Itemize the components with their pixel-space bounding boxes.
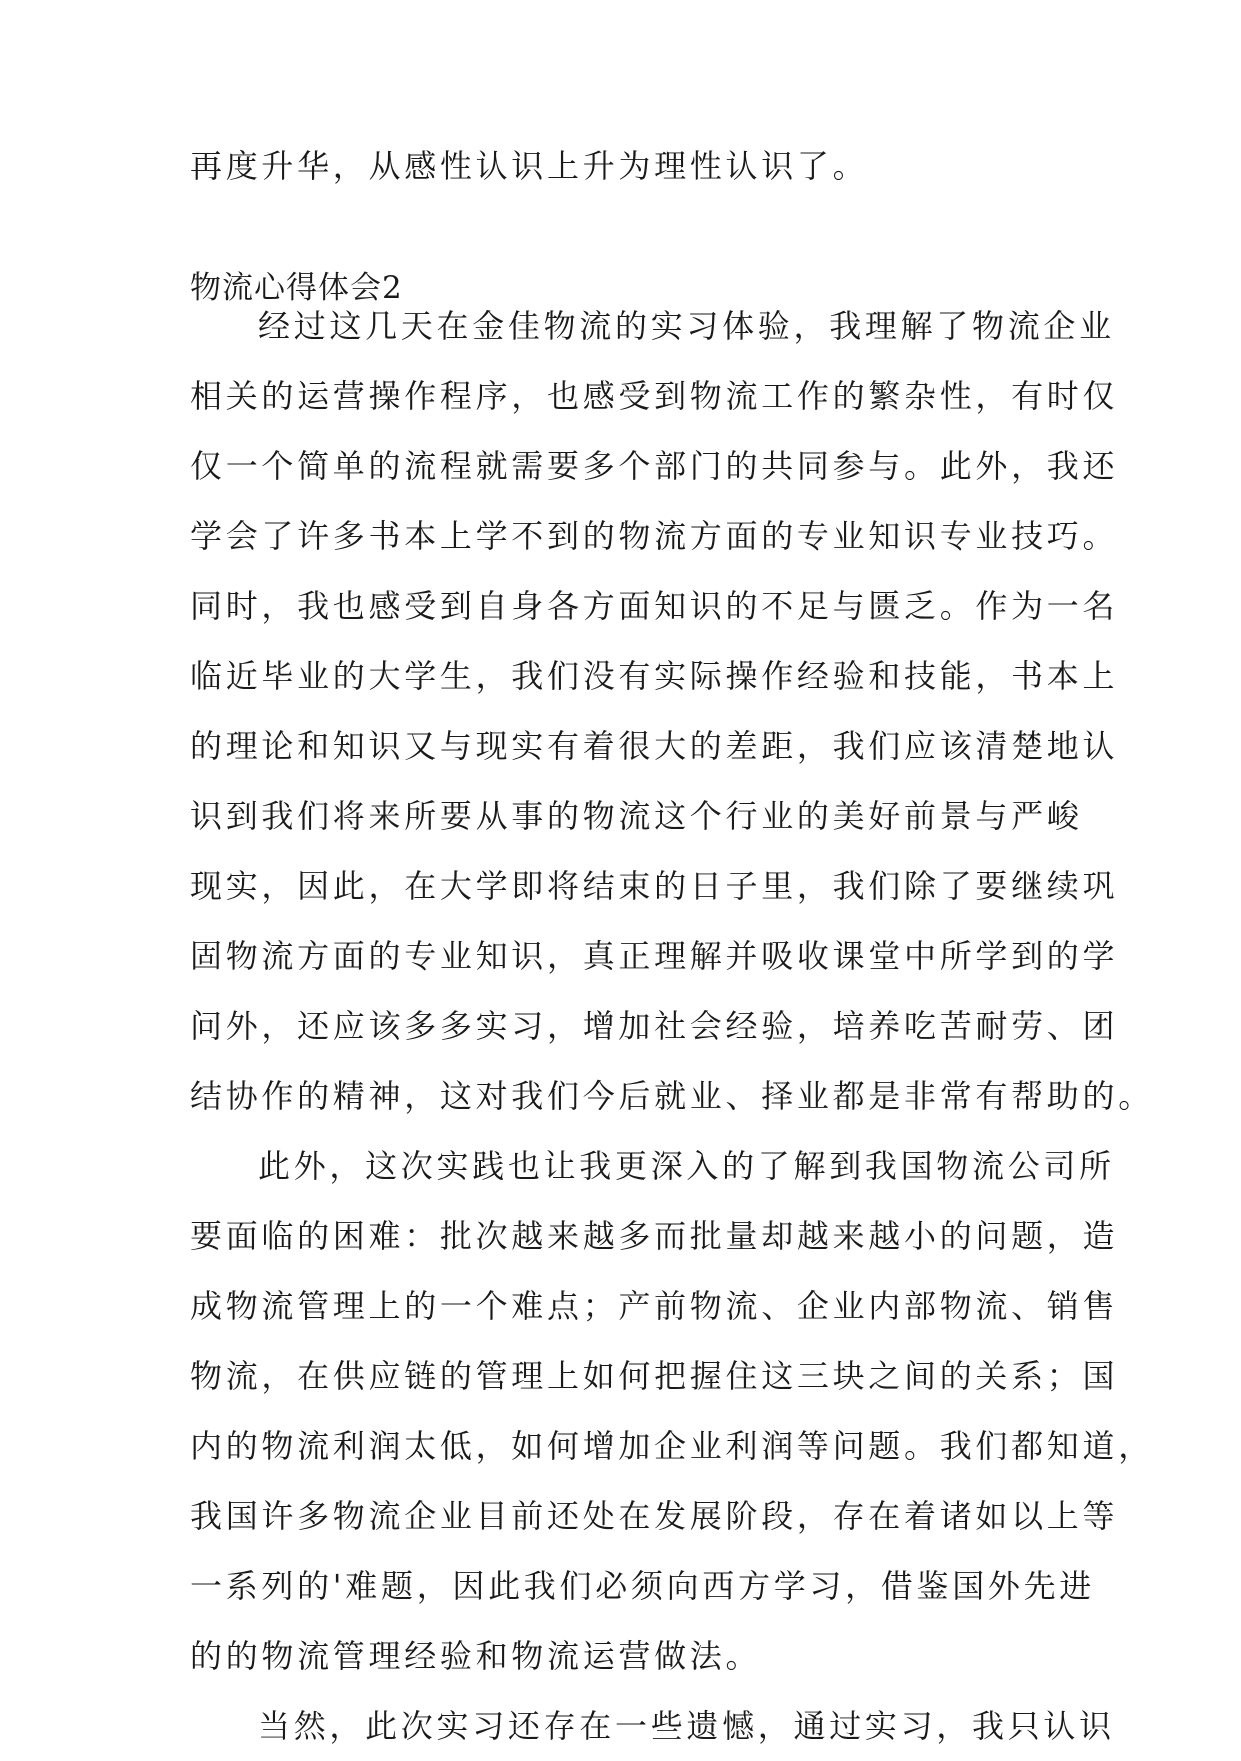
text-line: 固物流方面的专业知识，真正理解并吸收课堂中所学到的学 <box>190 937 1119 975</box>
text-line: 问外，还应该多多实习，增加社会经验，培养吃苦耐劳、团 <box>190 1007 1119 1045</box>
text-line: 学会了许多书本上学不到的物流方面的专业知识专业技巧。 <box>190 517 1119 555</box>
text-line: 经过这几天在金佳物流的实习体验，我理解了物流企业 <box>258 307 1115 345</box>
paragraph-3 <box>190 1691 1115 1761</box>
text-line: 的理论和知识又与现实有着很大的差距，我们应该清楚地认 <box>190 727 1119 765</box>
text-line: 内的物流利润太低，如何增加企业利润等问题。我们都知道， <box>190 1427 1154 1465</box>
text-line: 识到我们将来所要从事的物流这个行业的美好前景与严峻 <box>190 797 1083 835</box>
text-line: 一系列的'难题，因此我们必须向西方学习，借鉴国外先进 <box>190 1567 1095 1605</box>
lead-paragraph <box>190 131 1050 201</box>
text-line: 要面临的困难：批次越来越多而批量却越来越小的问题，造 <box>190 1217 1119 1255</box>
text-line: 物流，在供应链的管理上如何把握住这三块之间的关系；国 <box>190 1357 1119 1395</box>
text-line: 此外，这次实践也让我更深入的了解到我国物流公司所 <box>258 1147 1115 1185</box>
text-line: 当然，此次实习还存在一些遗憾，通过实习，我只认识 <box>258 1707 1115 1745</box>
text-line: 结协作的精神，这对我们今后就业、择业都是非常有帮助的。 <box>190 1077 1154 1115</box>
text-line: 同时，我也感受到自身各方面知识的不足与匮乏。作为一名 <box>190 587 1119 625</box>
text-line: 相关的运营操作程序，也感受到物流工作的繁杂性，有时仅 <box>190 377 1119 415</box>
text-line: 现实，因此，在大学即将结束的日子里，我们除了要继续巩 <box>190 867 1119 905</box>
text-line: 成物流管理上的一个难点；产前物流、企业内部物流、销售 <box>190 1287 1119 1325</box>
text-line: 临近毕业的大学生，我们没有实际操作经验和技能，书本上 <box>190 657 1119 695</box>
paragraph-1 <box>190 291 1154 1131</box>
text-line: 仅一个简单的流程就需要多个部门的共同参与。此外，我还 <box>190 447 1119 485</box>
text-line: 我国许多物流企业目前还处在发展阶段，存在着诸如以上等 <box>190 1497 1119 1535</box>
paragraph-2 <box>190 1131 1154 1691</box>
text-line: 的的物流管理经验和物流运营做法。 <box>190 1637 762 1675</box>
text-line: 再度升华，从感性认识上升为理性认识了。 <box>190 147 869 185</box>
section-heading: 物流心得体会2 <box>190 270 403 306</box>
